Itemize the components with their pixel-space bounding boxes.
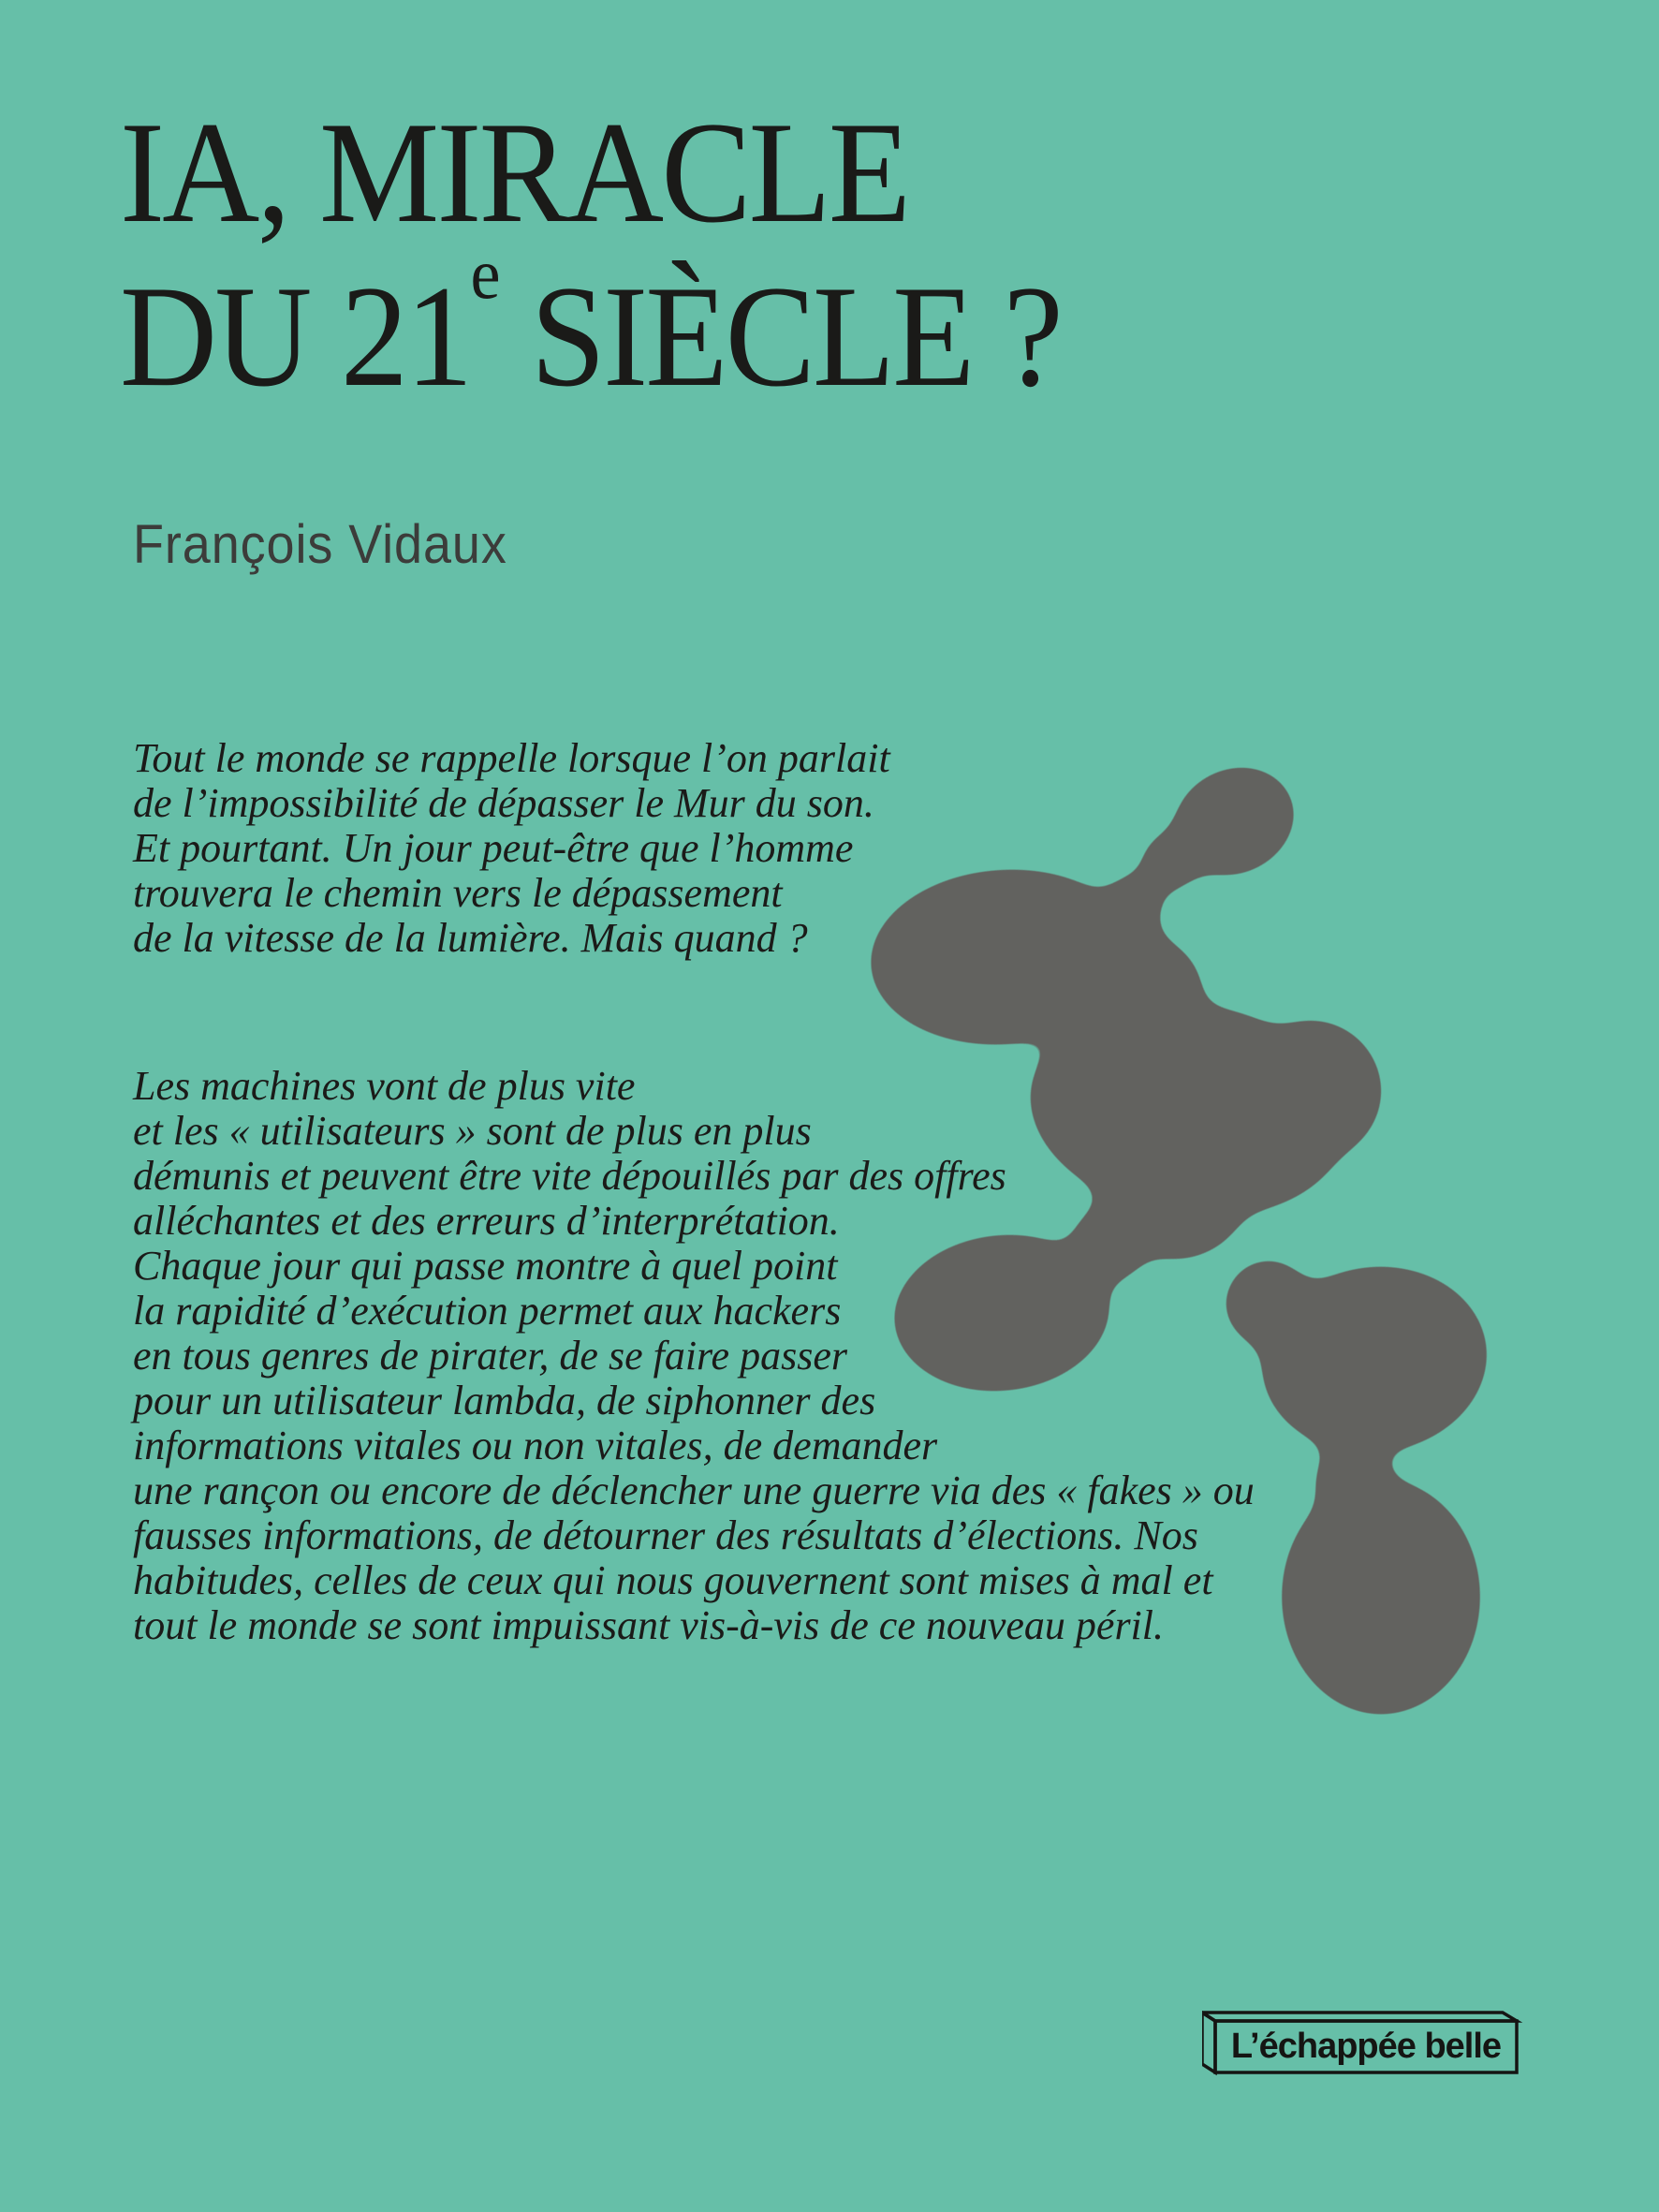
text-line: et les « utilisateurs » sont de plus en plus xyxy=(133,1108,812,1154)
text-line: tout le monde se sont impuissant vis-à-vis de ce nouveau péril. xyxy=(133,1602,1165,1648)
text-line: alléchantes et des erreurs d’interprétation. xyxy=(133,1198,840,1244)
intro-paragraph xyxy=(133,736,890,961)
text-line: informations vitales ou non vitales, de demander xyxy=(133,1423,938,1468)
text-line: fausses informations, de détourner des résultats d’élections. Nos xyxy=(133,1512,1198,1558)
text-line: Chaque jour qui passe montre à quel point xyxy=(133,1243,838,1289)
title-superscript: e xyxy=(470,232,500,314)
text-line: de la vitesse de la lumière. Mais quand ? xyxy=(133,915,808,961)
author-name: François Vidaux xyxy=(133,514,507,575)
text-line: en tous genres de pirater, de se faire passer xyxy=(133,1333,847,1379)
text-line: pour un utilisateur lambda, de siphonner des xyxy=(133,1378,876,1423)
title-line-1: IA, MIRACLE xyxy=(120,92,909,253)
text-line: habitudes, celles de ceux qui nous gouvernent sont mises à mal et xyxy=(133,1557,1213,1603)
book-title xyxy=(120,92,1061,417)
text-line: trouvera le chemin vers le dépassement xyxy=(133,870,783,916)
text-line: de l’impossibilité de dépasser le Mur du son. xyxy=(133,780,874,826)
title-line-2: DU 21e SIÈCLE ? xyxy=(120,232,1061,417)
text-line: la rapidité d’exécution permet aux hackers xyxy=(133,1288,842,1334)
text-line: démunis et peuvent être vite dépouillés par des offres xyxy=(133,1153,1006,1199)
publisher-logo xyxy=(1202,2005,1530,2084)
text-line: Tout le monde se rappelle lorsque l’on parlait xyxy=(133,735,890,781)
body-paragraph xyxy=(133,1064,1255,1648)
text-line: une rançon ou encore de déclencher une guerre via des « fakes » ou xyxy=(133,1467,1255,1513)
publisher-name: L’échappée belle xyxy=(1230,2027,1502,2066)
text-line: Les machines vont de plus vite xyxy=(133,1063,636,1109)
text-line: Et pourtant. Un jour peut-être que l’homme xyxy=(133,825,854,871)
